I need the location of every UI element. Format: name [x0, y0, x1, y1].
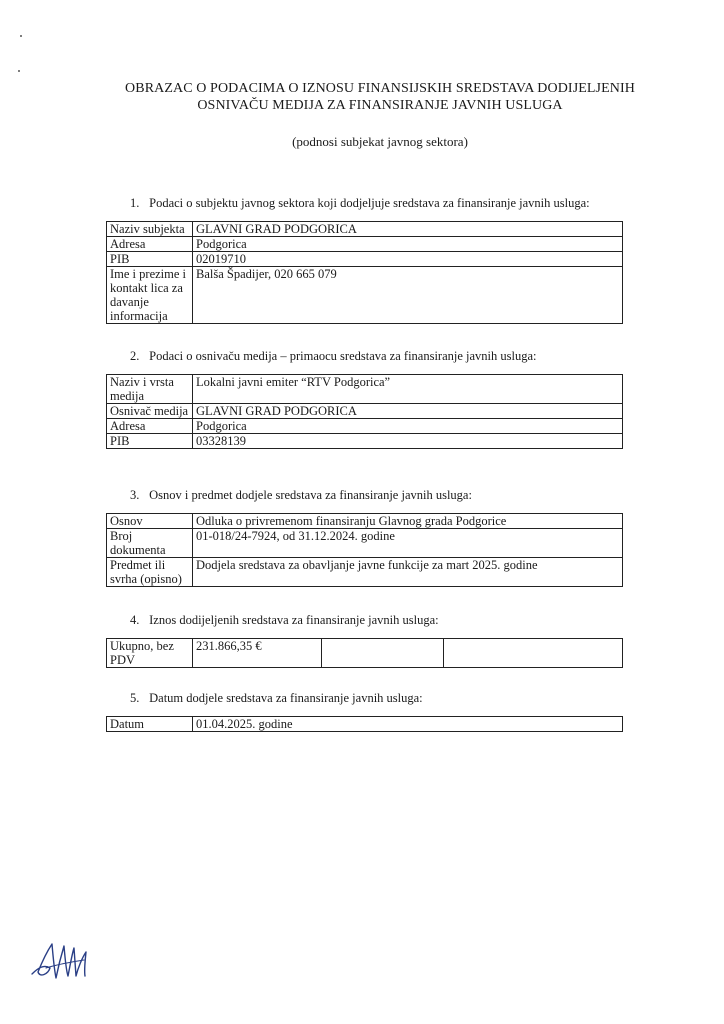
title-line-2: OSNIVAČU MEDIJA ZA FINANSIRANJE JAVNIH USLUGA: [197, 98, 563, 113]
empty-cell: [322, 639, 444, 668]
row-label: PIB: [107, 434, 193, 449]
row-value: 02019710: [193, 252, 623, 267]
section-1-heading: [130, 196, 590, 211]
section-number: 1.: [130, 196, 140, 210]
row-value: 01-018/24-7924, od 31.12.2024. godine: [193, 529, 623, 558]
table-row: [107, 717, 623, 732]
row-value: Podgorica: [193, 419, 623, 434]
row-value: Odluka o privremenom finansiranju Glavnog grada Podgorice: [193, 514, 623, 529]
row-label: Naziv i vrsta medija: [107, 375, 193, 404]
section-number: 5.: [130, 691, 140, 705]
table-row: [107, 434, 623, 449]
table-row: [107, 267, 623, 324]
table-row: [107, 252, 623, 267]
section-heading-text: Osnov i predmet dodjele sredstava za finansiranje javnih usluga:: [149, 488, 472, 502]
section-number: 2.: [130, 349, 140, 363]
table-row: [107, 404, 623, 419]
section-number: 3.: [130, 488, 140, 502]
page-title: [80, 80, 680, 114]
table-row: [107, 639, 623, 668]
row-value: 03328139: [193, 434, 623, 449]
section-heading-text: Podaci o subjektu javnog sektora koji dodjeljuje sredstava za finansiranje javnih usluga:: [149, 196, 590, 210]
table-row: [107, 529, 623, 558]
row-label: PIB: [107, 252, 193, 267]
section-heading-text: Podaci o osnivaču medija – primaocu sredstava za finansiranje javnih usluga:: [149, 349, 537, 363]
section-heading-text: Datum dodjele sredstava za finansiranje javnih usluga:: [149, 691, 423, 705]
row-value: GLAVNI GRAD PODGORICA: [193, 222, 623, 237]
section-heading-text: Iznos dodijeljenih sredstava za finansiranje javnih usluga:: [149, 613, 439, 627]
empty-cell: [444, 639, 623, 668]
subtitle: (podnosi subjekat javnog sektora): [292, 134, 468, 149]
row-value: Lokalni javni emiter “RTV Podgorica”: [193, 375, 623, 404]
table-row: [107, 237, 623, 252]
row-value: Podgorica: [193, 237, 623, 252]
amount-value: 231.866,35 €: [193, 639, 322, 668]
row-value: GLAVNI GRAD PODGORICA: [193, 404, 623, 419]
row-value: 01.04.2025. godine: [193, 717, 623, 732]
section-3-heading: [130, 488, 472, 503]
table-row: [107, 419, 623, 434]
row-value: Balša Špadijer, 020 665 079: [193, 267, 623, 324]
title-line-1: OBRAZAC O PODACIMA O IZNOSU FINANSIJSKIH SREDSTAVA DODIJELJENIH: [125, 81, 635, 96]
row-label: Osnivač medija: [107, 404, 193, 419]
row-label: Adresa: [107, 237, 193, 252]
signature-icon: [28, 938, 108, 988]
row-label: Naziv subjekta: [107, 222, 193, 237]
row-label: Ime i prezime i kontakt lica za davanje informacija: [107, 267, 193, 324]
section-4-heading: [130, 613, 439, 628]
section-5-heading: [130, 691, 423, 706]
scan-speck: [18, 70, 20, 72]
row-label: Osnov: [107, 514, 193, 529]
section-2-table: [106, 374, 623, 449]
row-value: Dodjela sredstava za obavljanje javne funkcije za mart 2025. godine: [193, 558, 623, 587]
row-label: Adresa: [107, 419, 193, 434]
section-1-table: [106, 221, 623, 324]
section-5-table: [106, 716, 623, 732]
table-row: [107, 222, 623, 237]
section-3-table: [106, 513, 623, 587]
section-4-table: [106, 638, 623, 668]
scan-speck: [20, 35, 22, 37]
row-label: Ukupno, bez PDV: [107, 639, 193, 668]
row-label: Predmet ili svrha (opisno): [107, 558, 193, 587]
table-row: [107, 558, 623, 587]
section-2-heading: [130, 349, 537, 364]
table-row: [107, 375, 623, 404]
row-label: Broj dokumenta: [107, 529, 193, 558]
table-row: [107, 514, 623, 529]
row-label: Datum: [107, 717, 193, 732]
section-number: 4.: [130, 613, 140, 627]
